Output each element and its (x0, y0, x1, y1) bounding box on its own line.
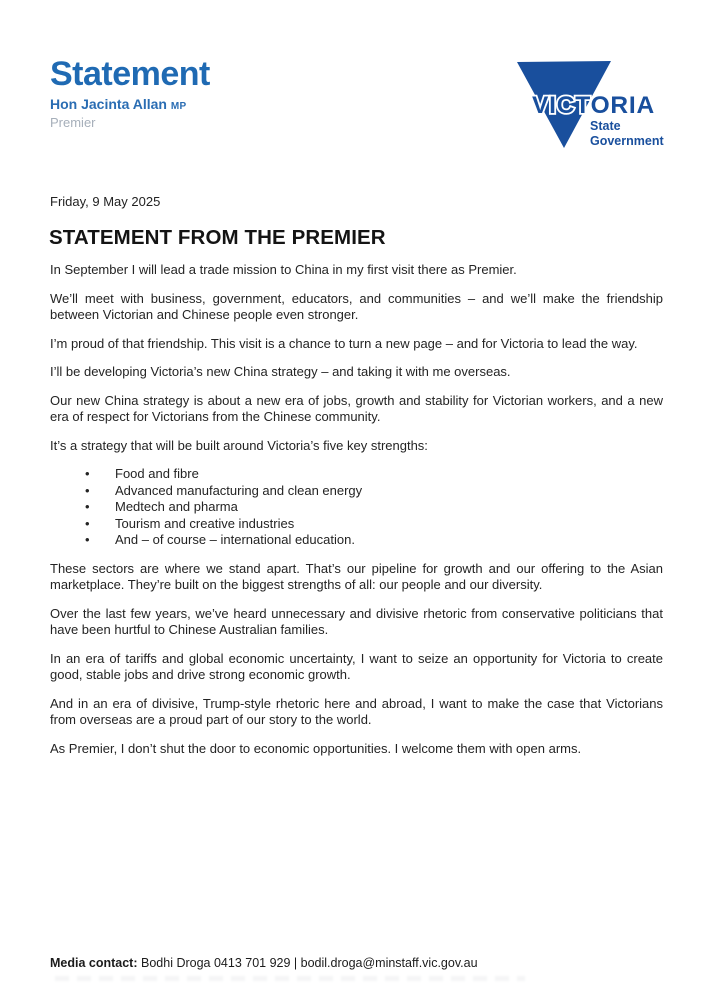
list-item (50, 466, 663, 483)
paragraph: I’m proud of that friendship. This visit is a chance to turn a new page – and for Victoria to lead the way. (50, 335, 638, 351)
body-copy (50, 262, 663, 769)
list-item (50, 532, 663, 549)
author-role: Premier (50, 115, 96, 130)
list-item-text: And – of course – international education. (115, 532, 355, 547)
paragraph: And in an era of divisive, Trump-style rhetoric here and abroad, I want to make the case that Victorians from overseas are a proud part of our story to the world. (50, 695, 663, 727)
paragraph: These sectors are where we stand apart. That’s our pipeline for growth and our offering to the Asian marketplace. They’re built on the biggest strengths of all: our people and our diversity. (50, 560, 663, 592)
scan-artifact (55, 976, 525, 981)
list-item-text: Advanced manufacturing and clean energy (115, 482, 363, 498)
bullet-icon: • (85, 532, 90, 547)
bullet-icon: • (85, 466, 90, 481)
list-item-text: Food and fibre (115, 466, 199, 481)
paragraph: It’s a strategy that will be built around Victoria’s five key strengths: (50, 437, 428, 453)
media-contact (50, 956, 478, 970)
media-contact-label: Media contact: (50, 956, 138, 970)
bullet-icon: • (85, 499, 90, 514)
list-item (50, 516, 663, 533)
logo-subtext-government: Government (590, 134, 664, 148)
list-item-text: Tourism and creative industries (115, 515, 295, 531)
paragraph: Our new China strategy is about a new era of jobs, growth and stability for Victorian workers, and a new era of respect for Victorians from the Chinese community. (50, 392, 663, 424)
masthead-title: Statement (50, 55, 210, 93)
key-strengths-list (50, 466, 663, 549)
author-postnominal: MP (170, 101, 187, 112)
victoria-wordmark: VICTORIA (532, 92, 656, 119)
bullet-icon: • (85, 515, 90, 531)
list-item-text: Medtech and pharma (115, 499, 238, 514)
page-title: STATEMENT FROM THE PREMIER (49, 226, 386, 249)
paragraph: I’ll be developing Victoria’s new China strategy – and taking it with me overseas. (50, 364, 511, 379)
paragraph: We’ll meet with business, government, educators, and communities – and we’ll make the friendship between Victorian and Chinese people even stronger. (50, 290, 663, 322)
paragraph: Over the last few years, we’ve heard unnecessary and divisive rhetoric from conservative politicians that have been hurtful to Chinese Australian families. (50, 605, 663, 637)
author-name-text: Hon Jacinta Allan (50, 96, 167, 112)
list-item (50, 499, 663, 516)
author-name (50, 97, 210, 114)
paragraph: As Premier, I don’t shut the door to economic opportunities. I welcome them with open arms. (50, 740, 582, 756)
statement-date: Friday, 9 May 2025 (50, 194, 161, 209)
victoria-state-government-logo (515, 58, 665, 153)
logo-subtext-state: State (590, 119, 621, 133)
paragraph: In an era of tariffs and global economic uncertainty, I want to seize an opportunity for Victoria to create good, stable jobs and drive strong economic growth. (50, 650, 663, 682)
paragraph: In September I will lead a trade mission to China in my first visit there as Premier. (50, 262, 517, 277)
media-contact-details: Bodhi Droga 0413 701 929 | bodil.droga@minstaff.vic.gov.au (141, 956, 478, 970)
list-item (50, 483, 663, 500)
bullet-icon: • (85, 482, 90, 498)
masthead (50, 56, 210, 131)
